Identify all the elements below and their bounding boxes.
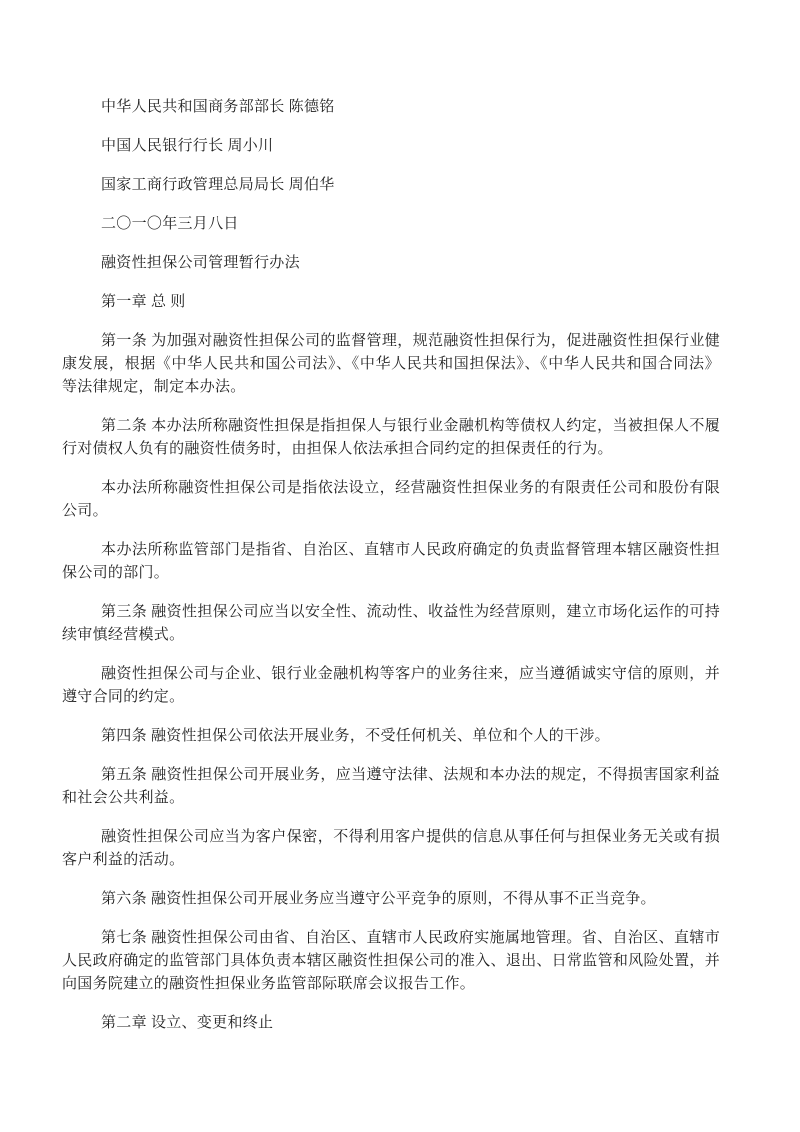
paragraph: 国家工商行政管理总局局长 周伯华: [101, 177, 335, 193]
paragraph: 第二条 本办法所称融资性担保是指担保人与银行业金融机构等债权人约定，当被担保人不履行对债权人负有的融资性债务时，由担保人依法承担合同约定的担保责任的行为。: [62, 418, 720, 457]
paragraph: 中国人民银行行长 周小川: [101, 138, 274, 154]
paragraph: 融资性担保公司管理暂行办法: [101, 255, 300, 271]
paragraph: 第一章 总 则: [101, 294, 186, 310]
paragraph: 融资性担保公司应当为客户保密，不得利用客户提供的信息从事任何与担保业务无关或有损客户利益的活动。: [62, 829, 720, 868]
paragraph: 第五条 融资性担保公司开展业务，应当遵守法律、法规和本办法的规定，不得损害国家利益和社会公共利益。: [62, 767, 720, 806]
paragraph: 融资性担保公司与企业、银行业金融机构等客户的业务往来，应当遵循诚实守信的原则，并遵守合同的约定。: [62, 666, 720, 705]
paragraph: 第二章 设立、变更和终止: [101, 1015, 274, 1031]
paragraph: 第一条 为加强对融资性担保公司的监督管理，规范融资性担保行为，促进融资性担保行业健康发展，根据《中华人民共和国公司法》、《中华人民共和国担保法》、《中华人民共和国合同法》等法律规定，制定本办法。: [62, 333, 720, 395]
paragraph: 本办法所称监管部门是指省、自治区、直辖市人民政府确定的负责监督管理本辖区融资性担保公司的部门。: [62, 542, 720, 581]
paragraph: 本办法所称融资性担保公司是指依法设立，经营融资性担保业务的有限责任公司和股份有限公司。: [62, 480, 720, 519]
paragraph: 第四条 融资性担保公司依法开展业务，不受任何机关、单位和个人的干涉。: [101, 728, 610, 744]
paragraph: 第三条 融资性担保公司应当以安全性、流动性、收益性为经营原则，建立市场化运作的可持续审慎经营模式。: [62, 604, 720, 643]
paragraph: 第六条 融资性担保公司开展业务应当遵守公平竞争的原则，不得从事不正当竞争。: [101, 891, 656, 907]
paragraph: 二〇一〇年三月八日: [101, 216, 239, 232]
document-body: [62, 96, 720, 1051]
paragraph: 第七条 融资性担保公司由省、自治区、直辖市人民政府实施属地管理。省、自治区、直辖市人民政府确定的监管部门具体负责本辖区融资性担保公司的准入、退出、日常监管和风险处置，并向国务院建立的融资性担保业务监管部际联席会议报告工作。: [62, 930, 720, 992]
paragraph: 中华人民共和国商务部部长 陈德铭: [101, 99, 335, 115]
